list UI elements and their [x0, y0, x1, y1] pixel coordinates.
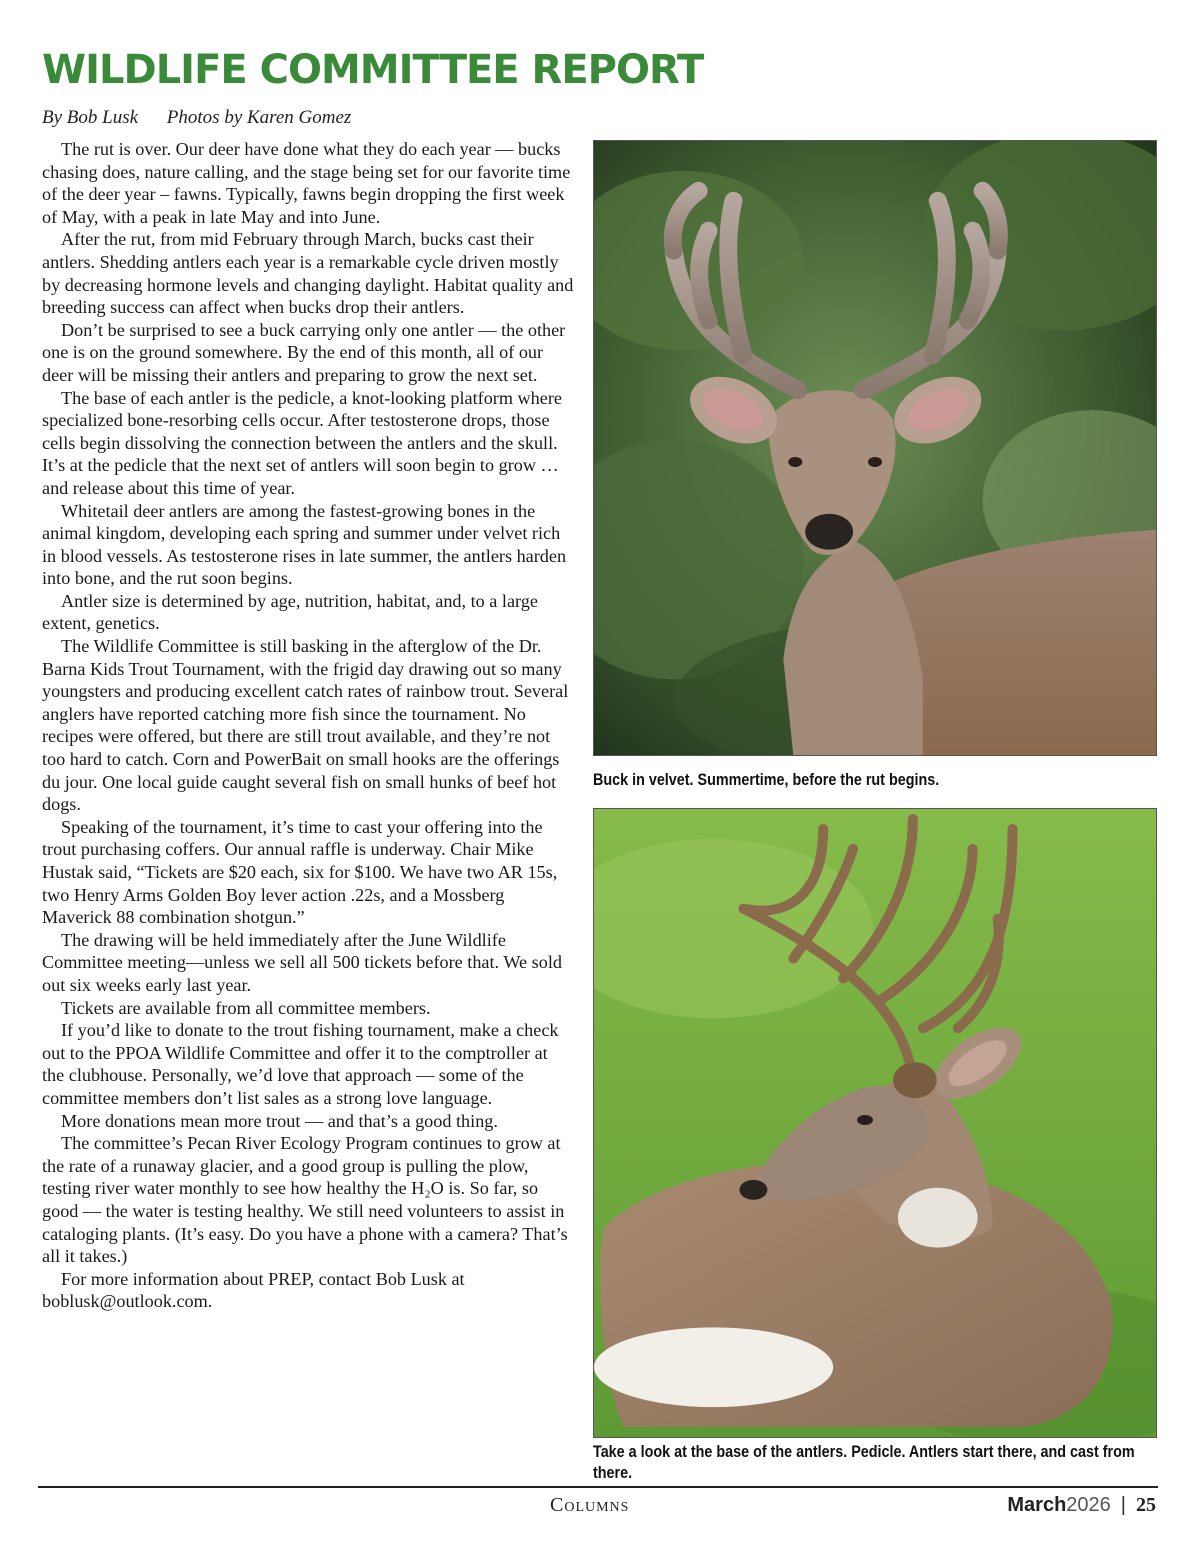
- article-paragraph: The committee’s Pecan River Ecology Program continues to grow at the rate of a runaway glacier, and a good group is pulling the plow, testing river water monthly to see how healthy the H₂O is. So far, so good — the water is testing healthy. We still need volunteers to assist in cataloging plants. (It’s easy. Do you have a phone with a camera? That’s all it takes.): [42, 1133, 568, 1267]
- article-paragraph: Antler size is determined by age, nutrition, habitat, and, to a large extent, genetics.: [42, 590, 538, 634]
- footer-rule: [38, 1486, 1158, 1488]
- article-body: [42, 138, 574, 1313]
- article-paragraph: More donations mean more trout — and that’s a good thing.: [61, 1110, 498, 1131]
- article-paragraph: Speaking of the tournament, it’s time to cast your offering into the trout purchasing coffers. Our annual raffle is underway. Chair Mike Hustak said, “Tickets are $20 each, six for $100. We have two AR 15s, two Henry Arms Golden Boy lever action .22s, and a Mossberg Maverick 88 combination shotgun.”: [42, 816, 558, 928]
- buck-in-velvet-photo: [593, 140, 1157, 756]
- author-credit: By Bob Lusk: [42, 107, 139, 128]
- footer-month: March: [1007, 1494, 1067, 1516]
- photo-caption-bottom: Take a look at the base of the antlers. Pedicle. Antlers start there, and cast from there.: [593, 1443, 1135, 1482]
- article-paragraph: Tickets are available from all committee members.: [61, 997, 431, 1018]
- page-number: 25: [1136, 1494, 1156, 1516]
- article-paragraph: If you’d like to donate to the trout fishing tournament, make a check out to the PPOA Wildlife Committee and offer it to the comptroller at the clubhouse. Personally, we’d love that approach — some of the committee members don’t list sales as a strong love language.: [42, 1020, 559, 1108]
- page-title: WILDLIFE COMMITTEE REPORT: [42, 47, 704, 93]
- article-paragraph: The rut is over. Our deer have done what they do each year — bucks chasing does, nature calling, and the stage being set for our favorite time of the deer year – fawns. Typically, fawns begin dropping the first week of May, with a peak in late May and into June.: [42, 139, 571, 227]
- photo-caption-top: Buck in velvet. Summertime, before the rut begins.: [593, 771, 940, 789]
- article-paragraph: The Wildlife Committee is still basking in the afterglow of the Dr. Barna Kids Trout Tournament, with the frigid day drawing out so many youngsters and producing excellent catch rates of rainbow trout. Several anglers have reported catching more fish since the tournament. No recipes were offered, but there are still trout available, and they’re not too hard to catch. Corn and PowerBait on small hooks are the offerings du jour. One local guide caught several fish on small hunks of beef hot dogs.: [42, 636, 569, 815]
- buck-lying-in-grass-photo: [593, 808, 1157, 1438]
- article-paragraph: After the rut, from mid February through March, bucks cast their antlers. Shedding antlers each year is a remarkable cycle driven mostly by decreasing hormone levels and changing daylight. Habitat quality and breeding success can affect when bucks drop their antlers.: [42, 229, 574, 318]
- footer-year: 2026: [1066, 1494, 1111, 1516]
- article-paragraph: The drawing will be held immediately after the June Wildlife Committee meeting—unless we sell all 500 tickets before that. We sold out six weeks early last year.: [42, 929, 562, 995]
- footer-section-name: Columns: [550, 1494, 630, 1516]
- article-paragraph: Whitetail deer antlers are among the fastest-growing bones in the animal kingdom, developing each spring and summer under velvet rich in blood vessels. As testosterone rises in late summer, the antlers harden into bone, and the rut soon begins.: [42, 500, 567, 589]
- photo-credit: Photos by Karen Gomez: [166, 107, 352, 128]
- footer-issue: [1007, 1492, 1156, 1518]
- article-paragraph: Don’t be surprised to see a buck carrying only one antler — the other one is on the ground somewhere. By the end of this month, all of our deer will be missing their antlers and preparing to grow the next set.: [42, 319, 566, 385]
- byline: [42, 106, 351, 130]
- article-paragraph: The base of each antler is the pedicle, a knot-looking platform where specialized bone-resorbing cells occur. After testosterone drops, those cells begin dissolving the connection between the antlers and the skull. It’s at the pedicle that the next set of antlers will soon begin to grow … and release about this time of year.: [42, 387, 562, 498]
- footer-separator: |: [1120, 1494, 1126, 1516]
- article-paragraph: For more information about PREP, contact Bob Lusk at boblusk@outlook.com.: [42, 1268, 465, 1312]
